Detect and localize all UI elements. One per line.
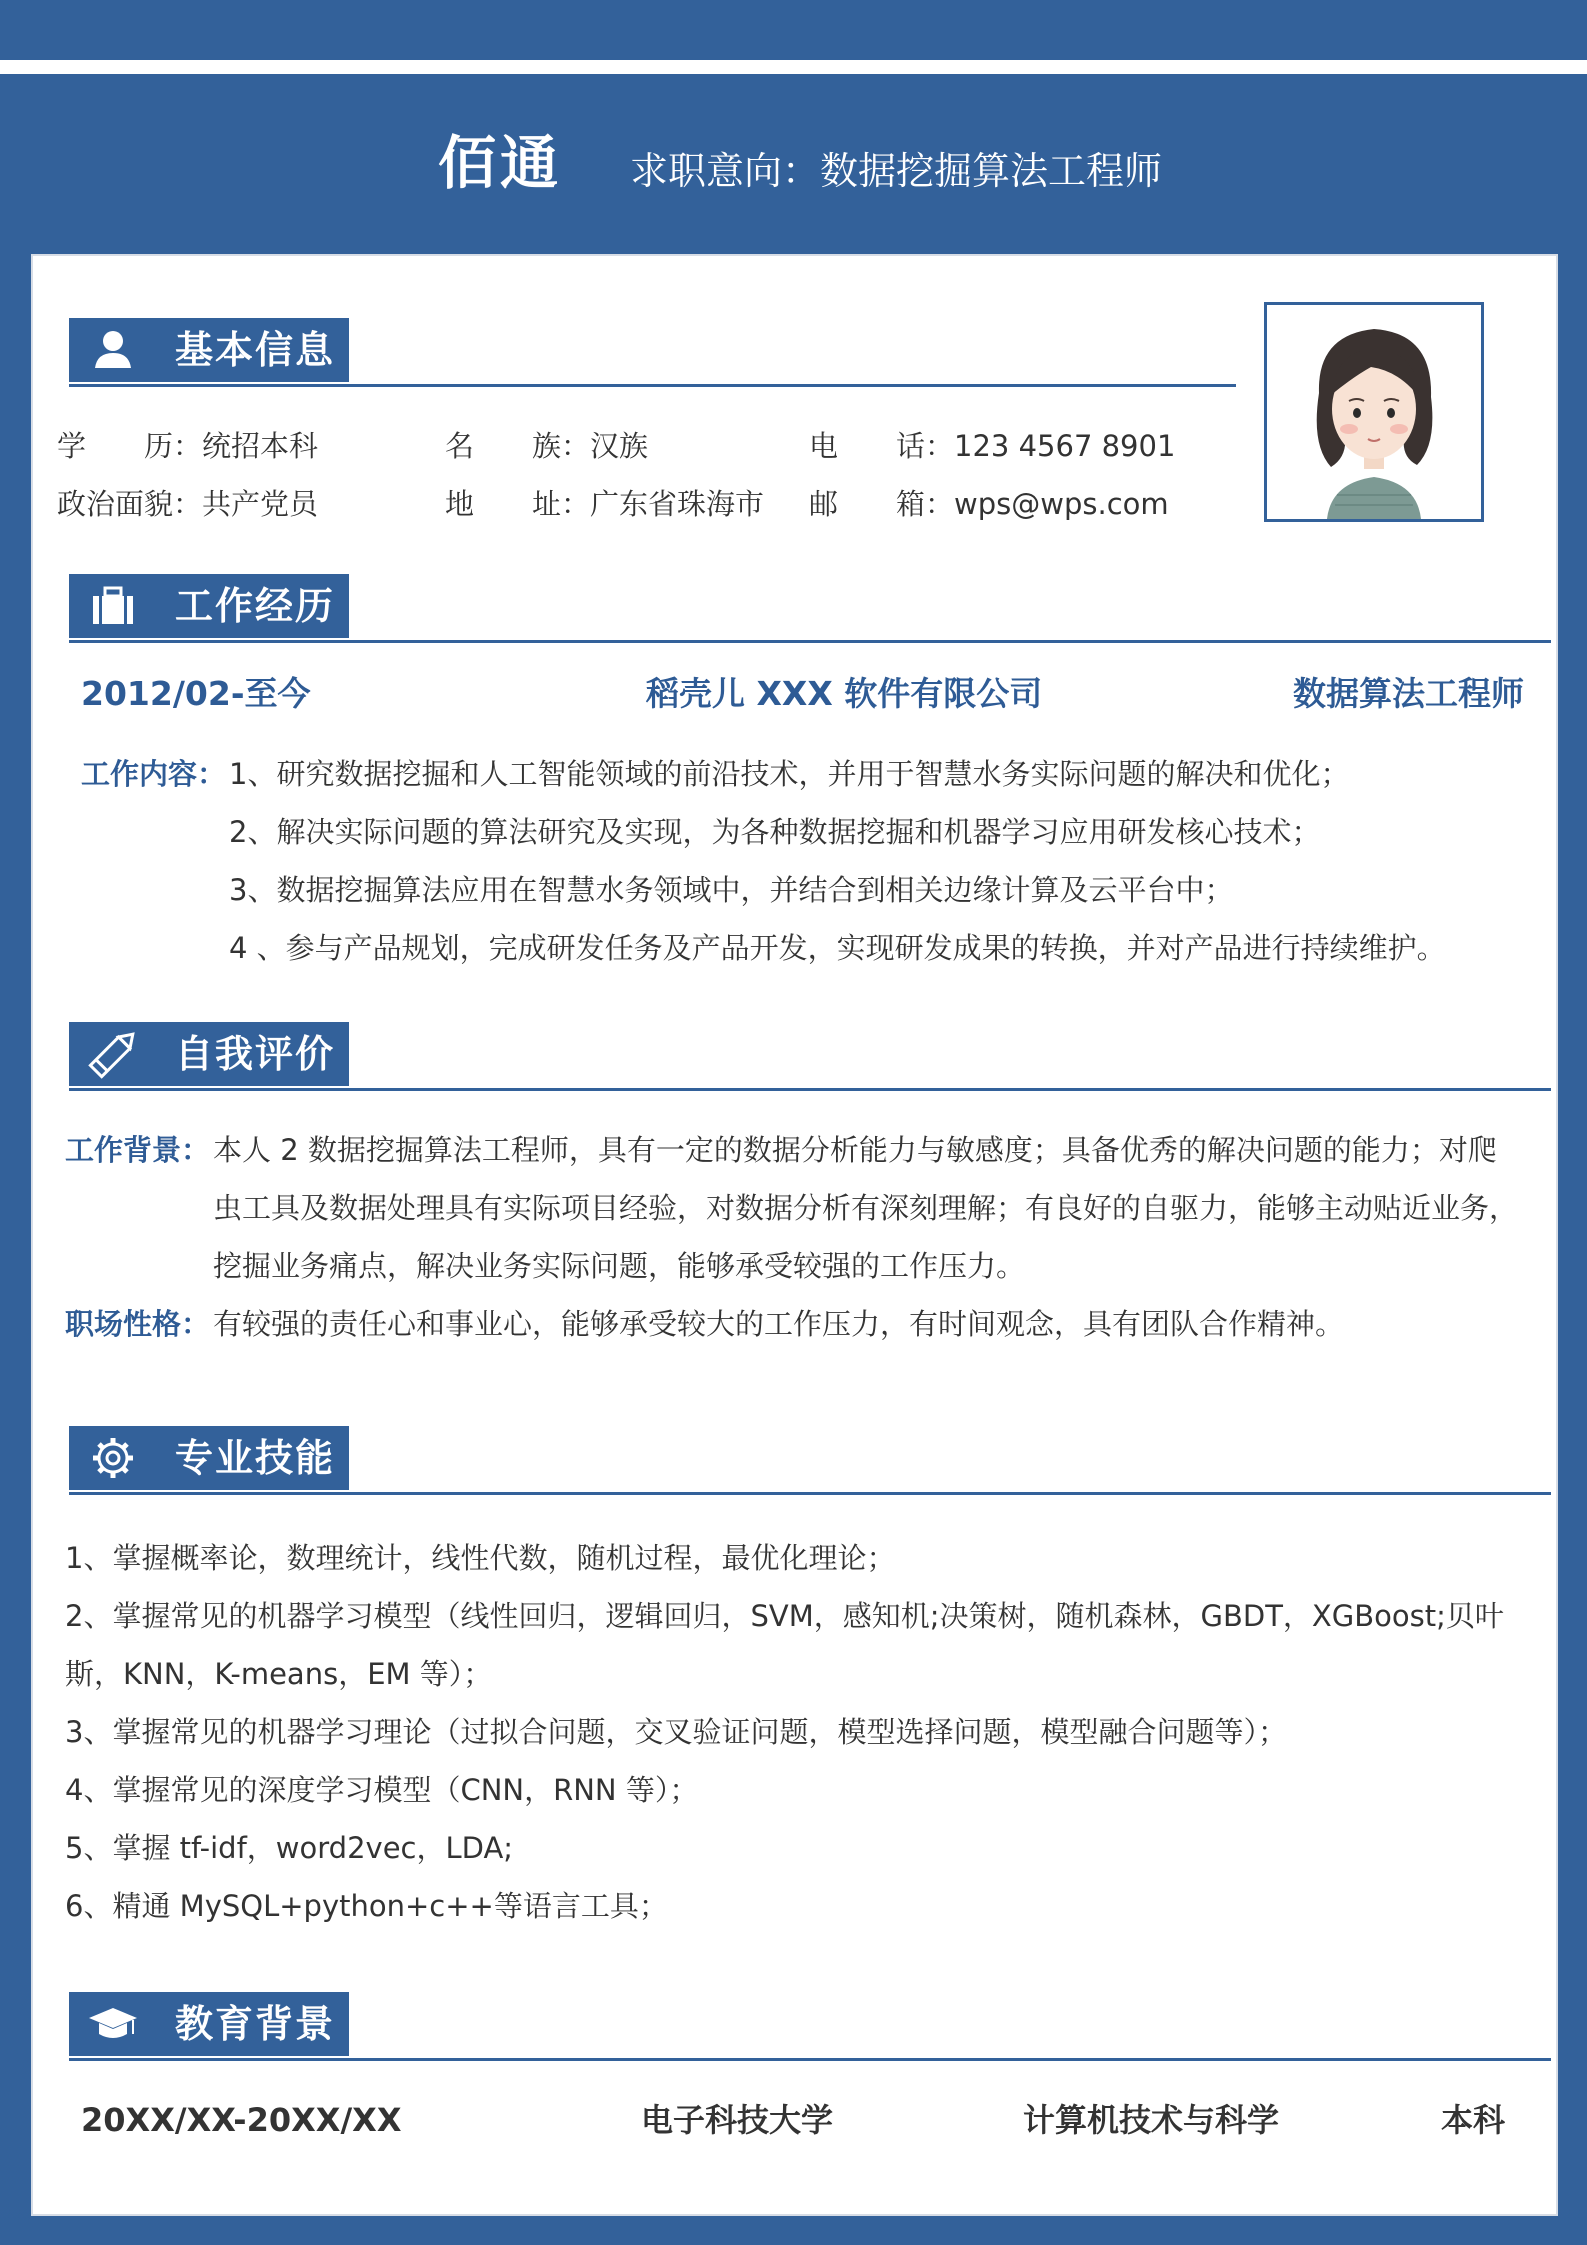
personality-text: 有较强的责任心和事业心，能够承受较大的工作压力，有时间观念，具有团队合作精神。	[213, 1307, 1345, 1341]
work-item: 2、解决实际问题的算法研究及实现，为各种数据挖掘和机器学习应用研发核心技术；	[229, 815, 1321, 849]
phone-value: 123 4567 8901	[954, 429, 1176, 463]
skill-line: 1、掌握概率论，数理统计，线性代数，随机过程，最优化理论；	[65, 1541, 896, 1575]
education-degree: 本科	[1441, 2101, 1506, 2139]
education-value: 统招本科	[202, 429, 319, 463]
ethnicity-field	[445, 428, 648, 464]
job-intent: 求职意向：数据挖掘算法工程师	[630, 149, 1163, 193]
work-background-line: 挖掘业务痛点，解决业务实际问题，能够承受较强的工作压力。	[213, 1249, 1026, 1283]
candidate-name: 佰通	[438, 129, 563, 197]
section-title-box	[69, 1992, 349, 2056]
skill-line: 3、掌握常见的机器学习理论（过拟合问题，交叉验证问题，模型选择问题，模型融合问题等）；	[65, 1715, 1287, 1749]
section-title: 工作经历	[175, 584, 336, 628]
education-period: 20XX/XX-20XX/XX	[81, 2101, 402, 2139]
skill-line: 4、掌握常见的深度学习模型（CNN，RNN 等）；	[65, 1773, 699, 1807]
political-label: 政治面貌：	[57, 487, 203, 521]
email-value: wps@wps.com	[954, 487, 1169, 521]
pencil-icon	[83, 1028, 143, 1080]
graduation-cap-icon	[83, 1998, 143, 2050]
work-background-line: 本人 2 数据挖掘算法工程师，具有一定的数据分析能力与敏感度；具备优秀的解决问题的能力；对爬	[213, 1133, 1497, 1167]
resume-body	[31, 254, 1558, 2216]
work-background-line: 虫工具及数据处理具有实际项目经验，对数据分析有深刻理解；有良好的自驱力，能够主动贴近业务，	[213, 1191, 1519, 1225]
personality-label: 职场性格：	[65, 1307, 211, 1341]
profile-photo	[1264, 302, 1484, 522]
section-title-box	[69, 1426, 349, 1490]
work-content-label: 工作内容：	[81, 757, 227, 791]
section-divider	[69, 384, 1236, 387]
section-divider	[69, 1492, 1551, 1495]
section-title-box	[69, 574, 349, 638]
address-field	[445, 486, 764, 522]
skill-line: 2、掌握常见的机器学习模型（线性回归，逻辑回归，SVM，感知机;决策树，随机森林，GBDT，XGBoost;贝叶	[65, 1599, 1504, 1633]
section-title: 专业技能	[175, 1436, 336, 1480]
political-value: 共产党员	[202, 487, 319, 521]
briefcase-icon	[83, 580, 143, 632]
address-value: 广东省珠海市	[590, 487, 765, 521]
ethnicity-label: 名 族：	[445, 429, 591, 463]
skill-line: 6、精通 MySQL+python+c++等语言工具；	[65, 1889, 668, 1923]
resume-header	[0, 74, 1587, 252]
section-title: 教育背景	[175, 2002, 336, 2046]
section-title-box	[69, 1022, 349, 1086]
section-divider	[69, 1088, 1551, 1091]
work-item: 1、研究数据挖掘和人工智能领域的前沿技术，并用于智慧水务实际问题的解决和优化；	[229, 757, 1350, 791]
ethnicity-value: 汉族	[590, 429, 649, 463]
section-divider	[69, 640, 1551, 643]
phone-field	[809, 428, 1175, 464]
work-company: 稻壳儿 XXX 软件有限公司	[646, 674, 1043, 713]
education-field	[57, 428, 318, 464]
education-school: 电子科技大学	[641, 2101, 834, 2139]
work-period: 2012/02-至今	[81, 674, 311, 713]
section-divider	[69, 2058, 1551, 2061]
political-field	[57, 486, 318, 522]
work-item: 3、数据挖掘算法应用在智慧水务领域中，并结合到相关边缘计算及云平台中；	[229, 873, 1234, 907]
education-label: 学 历：	[57, 429, 203, 463]
gear-icon	[83, 1432, 143, 1484]
work-position: 数据算法工程师	[1293, 674, 1524, 713]
section-title: 自我评价	[175, 1032, 336, 1076]
work-background-label: 工作背景：	[65, 1133, 211, 1167]
top-white-rule	[0, 60, 1587, 74]
education-major: 计算机技术与科学	[1023, 2101, 1280, 2139]
phone-label: 电 话：	[809, 429, 955, 463]
section-title-box	[69, 318, 349, 382]
skill-line: 斯，KNN，K-means，EM 等）；	[65, 1657, 493, 1691]
avatar-illustration	[1267, 305, 1481, 519]
email-label: 邮 箱：	[809, 487, 955, 521]
skill-line: 5、掌握 tf-idf，word2vec，LDA;	[65, 1831, 514, 1865]
email-field	[809, 486, 1169, 522]
section-title: 基本信息	[175, 328, 336, 372]
user-icon	[83, 324, 143, 376]
work-item: 4 、参与产品规划，完成研发任务及产品开发，实现研发成果的转换，并对产品进行持续维护。	[229, 931, 1446, 965]
address-label: 地 址：	[445, 487, 591, 521]
